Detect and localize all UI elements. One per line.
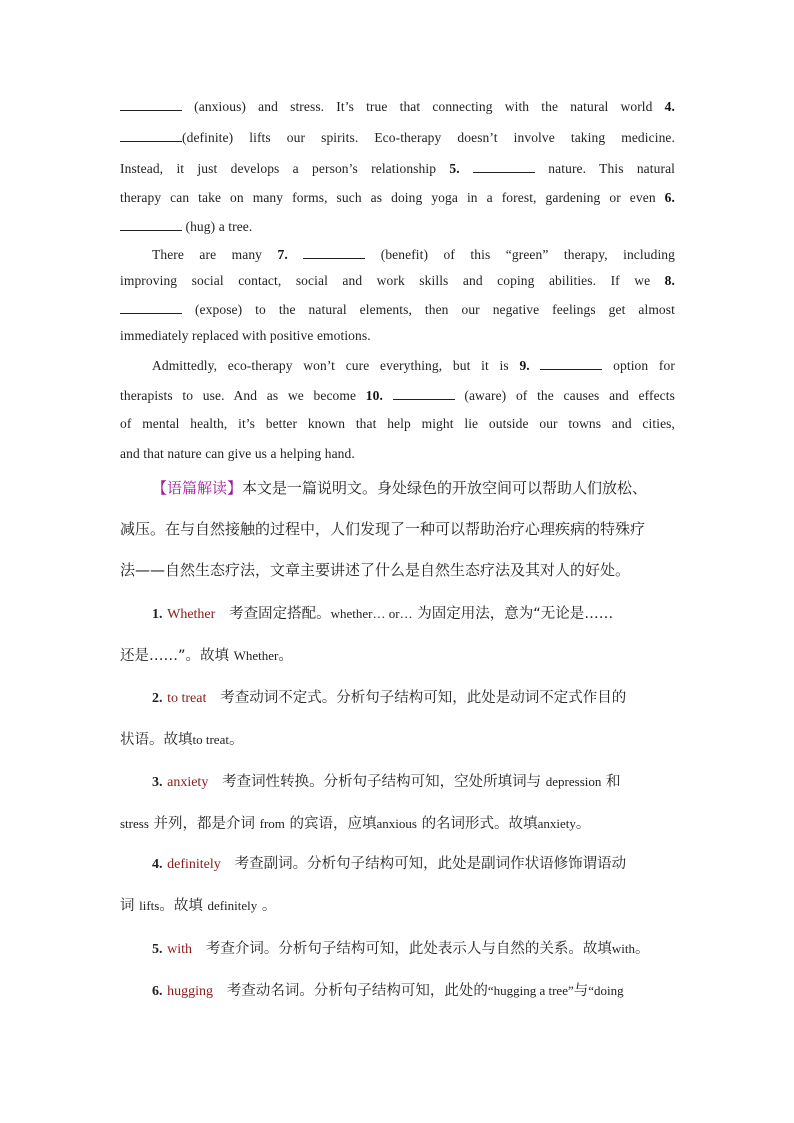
answer-text: 考查副词。分析句子结构可知，此处是副词作状语修饰谓语动: [234, 856, 627, 872]
passage-text: option for: [613, 358, 675, 373]
answer-text: 为固定用法，意为“无论是……: [417, 606, 614, 622]
passage-line: [120, 416, 675, 432]
passage-line: [120, 387, 675, 404]
answer-item: [152, 852, 675, 873]
answer-text: 。: [634, 941, 650, 957]
answer-text: 考查固定搭配。: [229, 606, 331, 622]
answer-item: [152, 770, 675, 791]
answer-blank: [303, 246, 365, 259]
passage-text: Instead, it just develops a person’s relationship: [120, 161, 437, 176]
passage-text: immediately replaced with positive emotions.: [120, 328, 371, 343]
answer-text: 考查词性转换。分析句子结构可知，空处所填词与: [222, 774, 542, 790]
answer-term: with: [611, 941, 635, 956]
passage-text: and that nature can give us a helping hand.: [120, 446, 355, 461]
passage-text: (hug) a tree.: [185, 219, 253, 234]
answer-number: 3.: [152, 775, 163, 790]
answer-text: 与: [573, 983, 589, 999]
passage-line: [120, 98, 675, 115]
answer-keyword: definitely: [167, 857, 221, 872]
answer-term: Whether: [233, 648, 279, 663]
passage-text: of mental health, it’s better known that help might lie outside our towns and cities,: [120, 416, 675, 431]
passage-text: (benefit) of this “green” therapy, including: [380, 247, 676, 262]
question-number: 9.: [519, 358, 530, 373]
intro-tag: 【语篇解读】: [152, 479, 243, 497]
answer-line: [120, 812, 675, 833]
question-number: 4.: [664, 99, 675, 114]
passage-line: [120, 301, 675, 318]
answer-number: 1.: [152, 607, 163, 622]
answer-term: anxious: [376, 816, 417, 831]
answer-item: [152, 979, 675, 1000]
passage-line: [120, 190, 675, 206]
answer-item: [152, 686, 675, 707]
answer-text: 。: [228, 732, 244, 748]
passage-text: There are many: [152, 247, 263, 262]
answer-text: 。故填: [159, 898, 203, 914]
answer-text: 并列，都是介词: [153, 816, 255, 832]
answer-number: 4.: [152, 857, 163, 872]
answer-term: anxiety: [537, 816, 576, 831]
answer-blank: [120, 301, 182, 314]
answer-blank: [120, 218, 182, 231]
intro-line: [152, 477, 675, 498]
question-number: 8.: [664, 273, 675, 288]
intro-text: 本文是一篇说明文。身处绿色的开放空间可以帮助人们放松、: [242, 479, 648, 497]
question-number: 6.: [664, 190, 675, 205]
answer-keyword: hugging: [167, 984, 213, 999]
answer-term: from: [259, 816, 285, 831]
passage-line: [120, 160, 675, 177]
answer-term: definitely: [207, 898, 258, 913]
answer-text: 和: [605, 774, 621, 790]
answer-text: 。: [278, 648, 293, 664]
answer-blank: [473, 160, 535, 173]
passage-text: nature. This natural: [548, 161, 676, 176]
answer-text: 状语。故填: [120, 732, 193, 748]
passage-text: Admittedly, eco-therapy won’t cure everything, but it is: [152, 358, 509, 373]
answer-term: lifts: [139, 898, 160, 913]
passage-text: therapists to use. And as we become: [120, 388, 357, 403]
answer-text: 考查动名词。分析句子结构可知，此处的: [226, 983, 488, 999]
answer-text: 。: [575, 816, 591, 832]
passage-text: improving social contact, social and work skills and coping abilities. If we: [120, 273, 651, 288]
answer-term: stress: [120, 816, 149, 831]
passage-line: [120, 328, 675, 344]
question-number: 5.: [449, 161, 460, 176]
answer-term: “doing: [588, 983, 624, 998]
answer-keyword: anxiety: [167, 775, 209, 790]
intro-text: 减压。在与自然接触的过程中，人们发现了一种可以帮助治疗心理疾病的特殊疗: [120, 520, 646, 538]
answer-number: 2.: [152, 691, 163, 706]
passage-line: [120, 129, 675, 146]
passage-text: (anxious) and stress. It’s true that connecting with the natural world: [194, 99, 653, 114]
passage-text: (definite) lifts our spirits. Eco-therapy doesn’t involve taking medicine.: [182, 130, 675, 145]
passage-line: [152, 357, 675, 374]
answer-blank: [540, 357, 602, 370]
answer-text: 的名词形式。故填: [421, 816, 538, 832]
passage-line: [120, 273, 675, 289]
intro-line: [120, 518, 675, 539]
answer-number: 6.: [152, 984, 163, 999]
passage-text: therapy can take on many forms, such as doing yoga in a forest, gardening or even: [120, 190, 656, 205]
passage-text: (aware) of the causes and effects: [464, 388, 675, 403]
answer-line: [120, 644, 675, 665]
answer-item: [152, 937, 675, 958]
answer-number: 5.: [152, 942, 163, 957]
intro-text: 法——自然生态疗法，文章主要讲述了什么是自然生态疗法及其对人的好处。: [120, 561, 631, 579]
answer-line: [120, 728, 675, 749]
answer-text: 。: [261, 898, 277, 914]
passage-line: [120, 446, 675, 462]
answer-text: 词: [120, 898, 135, 914]
question-number: 7.: [277, 247, 288, 262]
answer-text: 考查动词不定式。分析句子结构可知，此处是动词不定式作目的: [220, 690, 627, 706]
answer-line: [120, 894, 675, 915]
answer-text: 考查介词。分析句子结构可知，此处表示人与自然的关系。故填: [205, 941, 612, 957]
answer-item: [152, 602, 675, 623]
answer-text: 的宾语，应填: [289, 816, 377, 832]
answer-blank: [120, 129, 182, 142]
question-number: 10.: [365, 388, 383, 403]
answer-term: “hugging a tree”: [487, 983, 574, 998]
answer-blank: [393, 387, 455, 400]
passage-line: [120, 218, 675, 235]
passage-text: (expose) to the natural elements, then our negative feelings get almost: [194, 302, 675, 317]
answer-term: to treat: [192, 732, 229, 747]
intro-line: [120, 559, 675, 580]
answer-term: whether… or…: [330, 606, 413, 621]
passage-line: [152, 246, 675, 263]
answer-blank: [120, 98, 182, 111]
answer-term: depression: [545, 774, 602, 789]
answer-text: 还是……”。故填: [120, 648, 230, 664]
answer-keyword: with: [167, 942, 192, 957]
answer-keyword: Whether: [167, 607, 216, 622]
answer-keyword: to treat: [167, 691, 207, 706]
